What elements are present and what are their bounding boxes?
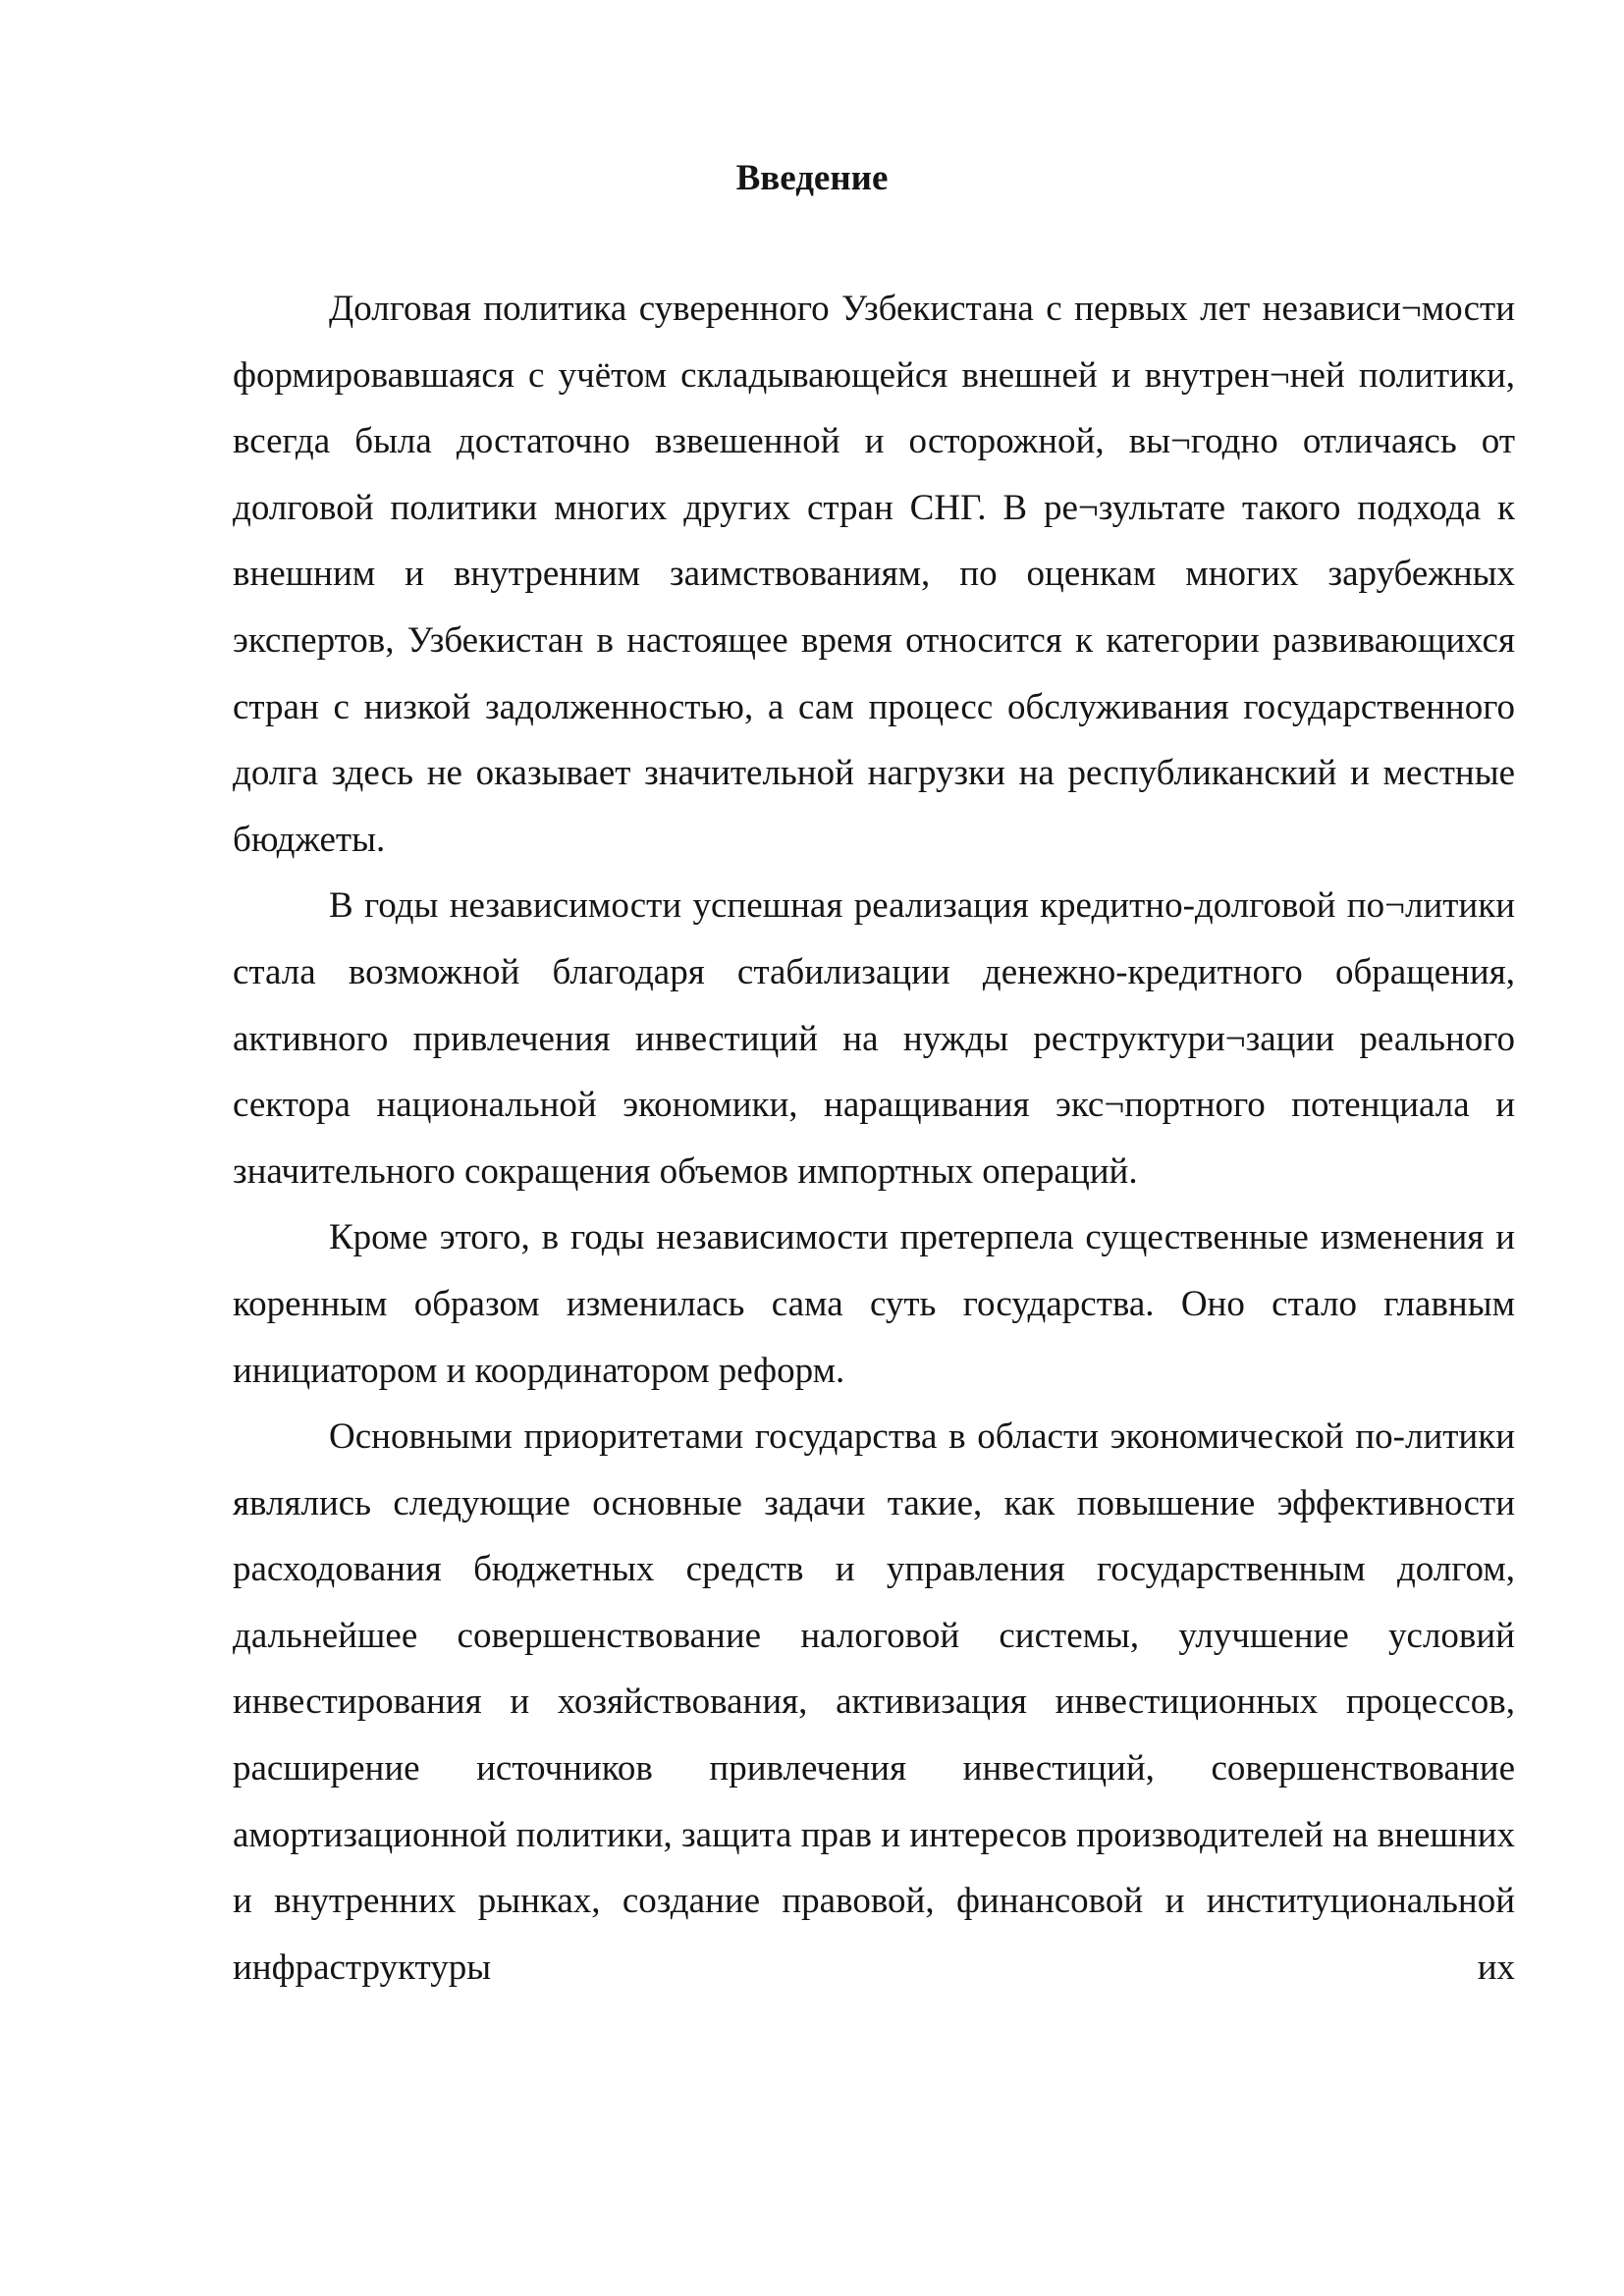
paragraph-4: Основными приоритетами государства в области экономической по-литики являлись следующие основные задачи такие, как повышение эффективности расходования бюджетных средств и управления государственным долгом, дальнейшее совершенствование налоговой системы, улучшение условий инвестирования и хозяйствования, активизация инвестиционных процессов, расширение источников привлечения инвестиций, совершенствование амортизационной политики, защита прав и интересов производителей на внешних и внутренних рынках, создание правовой, финансовой и институциональной инфраструктуры их xyxy=(233,1416,1515,1988)
paragraph-2: В годы независимости успешная реализация кредитно-долговой по¬литики стала возможной благодаря стабилизации денежно-кредитного обращения, активного привлечения инвестиций на нужды реструктури¬зации реального сектора национальной экономики, наращивания экс¬портного потенциала и значительного сокращения объемов импортных операций. xyxy=(233,885,1515,1192)
document-body xyxy=(233,276,1515,2001)
document-title: Введение xyxy=(735,158,889,198)
paragraph-1: Долговая политика суверенного Узбекистана с первых лет независи¬мости формировавшаяся с учётом складывающейся внешней и внутрен¬ней политики, всегда была достаточно взвешенной и осторожной, вы¬годно отличаясь от долговой политики многих других стран СНГ. В ре¬зультате такого подхода к внешним и внутренним заимствованиям, по оценкам многих зарубежных экспертов, Узбекистан в настоящее время относится к категории развивающихся стран с низкой задолженностью, а сам процесс обслуживания государственного долга здесь не оказывает значительной нагрузки на республиканский и местные бюджеты. xyxy=(233,289,1515,860)
paragraph-3: Кроме этого, в годы независимости претерпела существенные изменения и коренным образом изменилась сама суть государства. Оно стало главным инициатором и координатором реформ. xyxy=(233,1217,1515,1391)
